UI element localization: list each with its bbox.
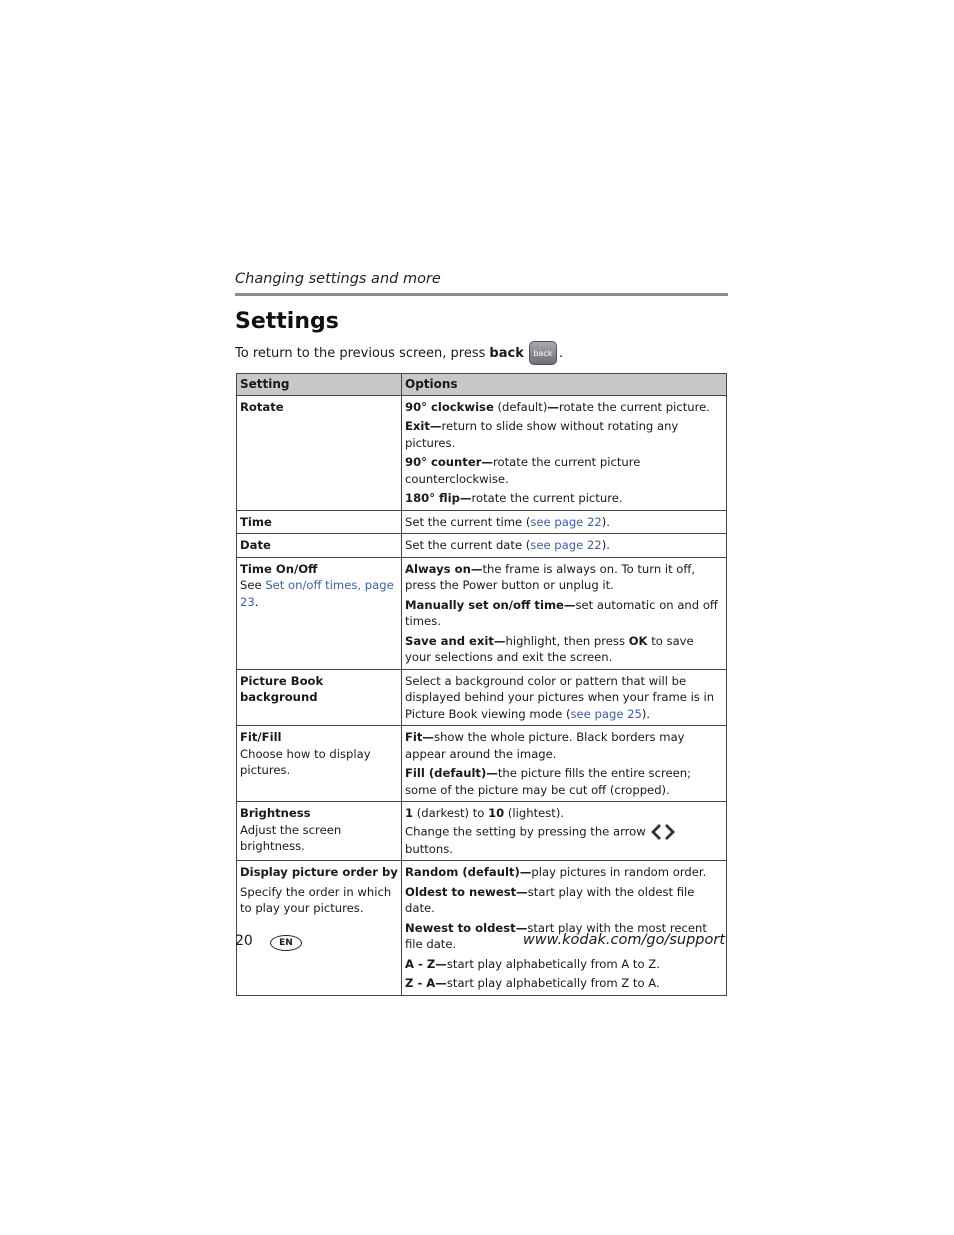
setting-description: Adjust the screen brightness. bbox=[240, 822, 342, 853]
option-line: Exit—return to slide show without rotating any pictures. bbox=[405, 419, 679, 450]
setting-label: Brightness bbox=[240, 806, 311, 820]
setting-description: See Set on/off times, page 23. bbox=[240, 578, 394, 609]
option-line: Random (default)—play pictures in random order. bbox=[405, 865, 707, 879]
intro-key: back bbox=[489, 345, 524, 361]
setting-label: Date bbox=[240, 538, 271, 552]
option-line: Change the setting by pressing the arrow buttons. bbox=[405, 823, 723, 858]
setting-label: Time bbox=[240, 514, 272, 529]
option-line: 1 (darkest) to 10 (lightest). bbox=[405, 806, 565, 820]
support-url: www.kodak.com/go/support bbox=[522, 932, 725, 948]
header-rule bbox=[235, 293, 728, 296]
option-line: Set the current time (see page 22). bbox=[405, 514, 610, 529]
table-row-fit-fill bbox=[237, 726, 727, 802]
option-line: A - Z—start play alphabetically from A to Z. bbox=[405, 956, 660, 971]
option-line: 180° flip—rotate the current picture. bbox=[405, 491, 623, 505]
en-badge-icon: EN bbox=[270, 935, 302, 951]
table-row-picture-book bbox=[237, 669, 727, 726]
setting-label: Display picture order by bbox=[240, 865, 398, 879]
option-line: Newest to oldest—start play with the most recent file date. bbox=[405, 920, 707, 951]
option-line: Oldest to newest—start play with the oldest file date. bbox=[405, 884, 695, 915]
table-header-row bbox=[237, 374, 727, 396]
header-setting: Setting bbox=[237, 374, 402, 396]
option-line: 90° counter—rotate the current picture counterclockwise. bbox=[405, 455, 641, 486]
table-row-time bbox=[237, 510, 727, 534]
intro-text: To return to the previous screen, press bbox=[235, 345, 486, 361]
table-row-display-order bbox=[237, 861, 727, 996]
see-page-link[interactable]: see page 25 bbox=[570, 706, 642, 721]
setting-label: Fit/Fill bbox=[240, 730, 282, 744]
setting-label: Time On/Off bbox=[240, 561, 318, 576]
see-page-link[interactable]: Set on/off times, page 23 bbox=[240, 578, 394, 609]
page-number: 20 bbox=[235, 933, 253, 949]
table-row-rotate bbox=[237, 395, 727, 510]
option-line: Fill (default)—the picture fills the entire screen; some of the picture may be cut off (cropped). bbox=[405, 766, 691, 797]
section-header: Changing settings and more bbox=[235, 271, 441, 287]
option-line: Z - A—start play alphabetically from Z to A. bbox=[405, 976, 660, 990]
settings-table bbox=[236, 373, 727, 996]
option-line: Always on—the frame is always on. To turn it off, press the Power button or unplug it. bbox=[405, 561, 696, 592]
setting-description: Choose how to display pictures. bbox=[240, 746, 371, 777]
page-title: Settings bbox=[235, 309, 339, 334]
table-row-date bbox=[237, 534, 727, 558]
option-line: Manually set on/off time—set automatic on and off times. bbox=[405, 597, 718, 628]
option-line: Save and exit—highlight, then press OK to save your selections and exit the screen. bbox=[405, 633, 694, 664]
header-options: Options bbox=[402, 374, 727, 396]
setting-label: Rotate bbox=[240, 399, 284, 414]
see-page-link[interactable]: see page 22 bbox=[530, 538, 602, 552]
intro-line bbox=[235, 341, 563, 365]
setting-label: Picture Book background bbox=[240, 673, 324, 704]
see-page-link[interactable]: see page 22 bbox=[530, 514, 602, 529]
table-row-brightness bbox=[237, 802, 727, 861]
left-right-arrows-icon bbox=[650, 823, 676, 841]
option-line: Select a background color or pattern that will be displayed behind your pictures when your frame is in Picture Book viewing mode (see page 25). bbox=[405, 673, 715, 721]
option-line: Fit—show the whole picture. Black borders may appear around the image. bbox=[405, 730, 685, 761]
intro-end: . bbox=[558, 345, 563, 361]
option-line: 90° clockwise (default)—rotate the current picture. bbox=[405, 399, 710, 414]
back-button-icon: back bbox=[529, 341, 557, 365]
setting-description: Specify the order in which to play your pictures. bbox=[240, 884, 392, 915]
table-row-time-onoff bbox=[237, 557, 727, 669]
option-line: Set the current date (see page 22). bbox=[405, 538, 610, 552]
